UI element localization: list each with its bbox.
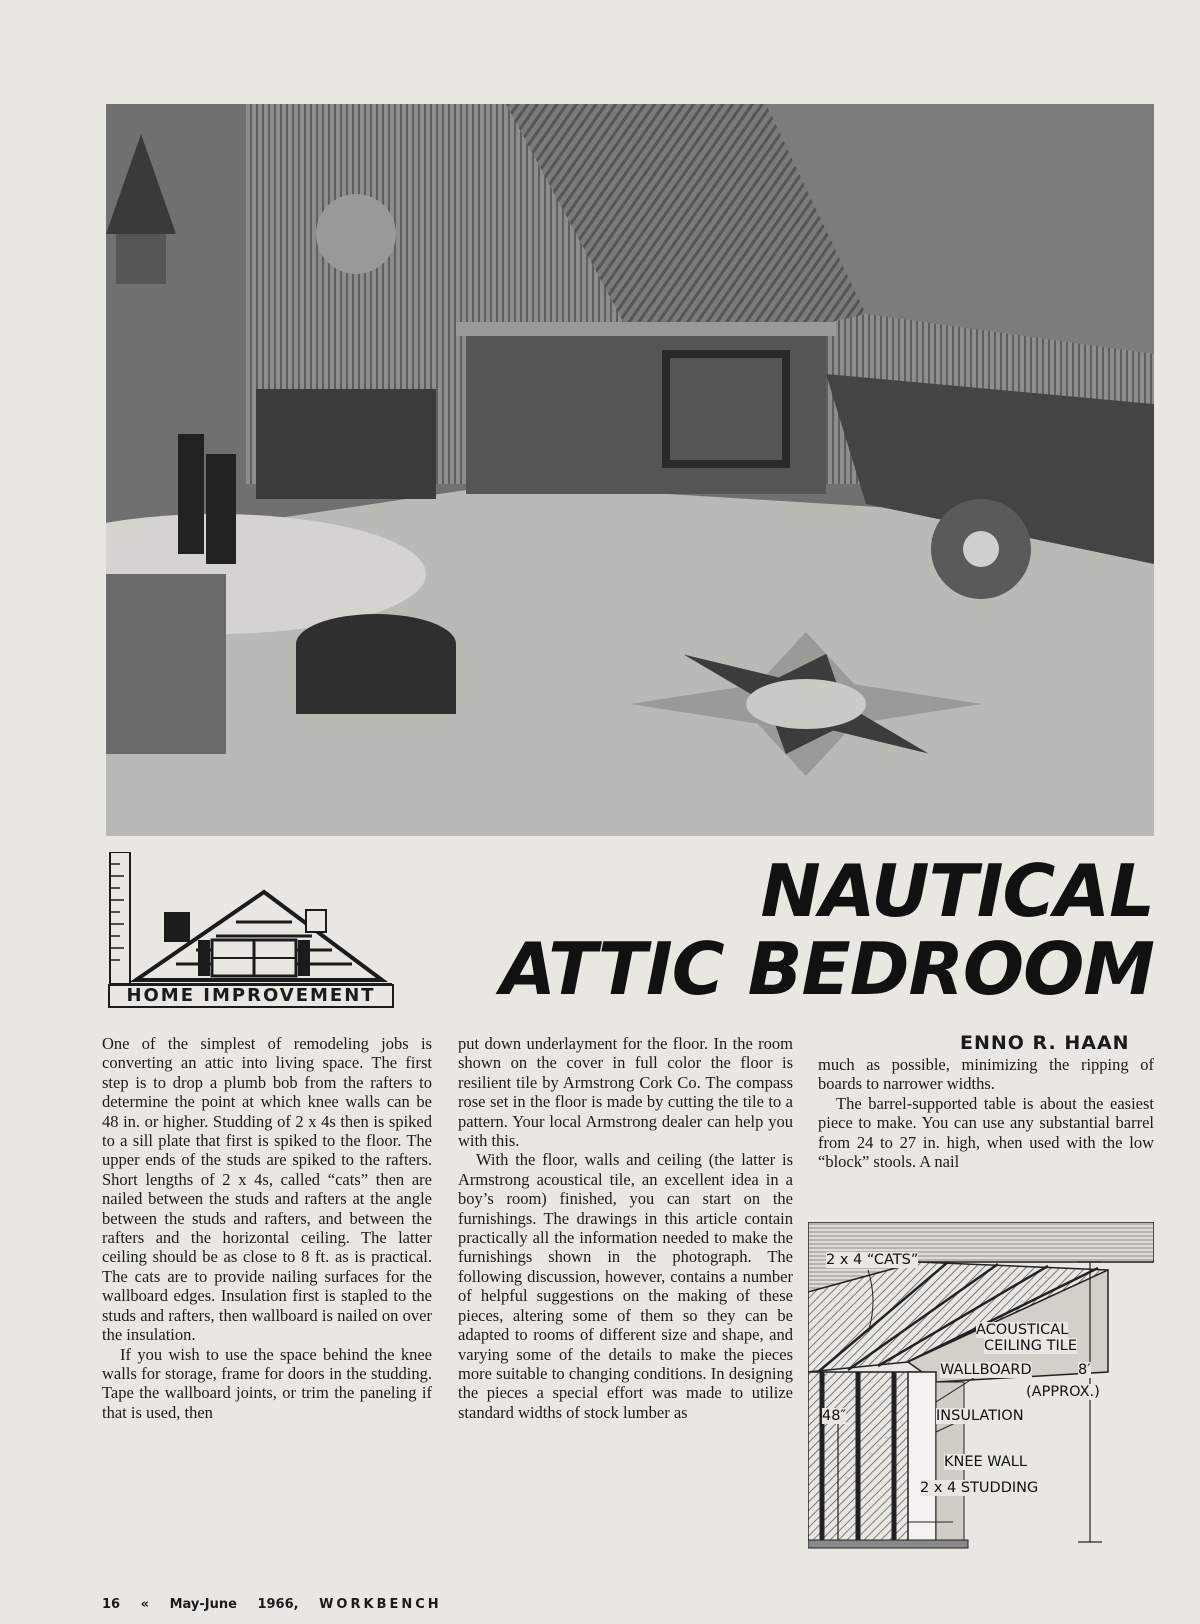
label-ceiling-tile: CEILING TILE [984,1338,1077,1354]
paragraph: much as possible, minimizing the ripping of boards to narrower widths. [818,1055,1154,1094]
footer-separator: « [140,1597,150,1612]
body-column-1 [102,1034,432,1422]
page-number: 16 [102,1597,121,1612]
label-studding: 2 x 4 STUDDING [920,1480,1039,1496]
publication-name: WORKBENCH [319,1597,442,1612]
article-title [500,849,1154,1011]
label-wallboard: WALLBOARD [940,1362,1032,1378]
title-line-2: ATTIC BEDROOM [500,927,1154,1011]
paragraph: The barrel-supported table is about the easiest piece to make. You can use any substantial barrel from 24 to 27 in. high, when used with the low “block” stools. A nail [818,1093,1154,1172]
body-column-3 [818,1055,1154,1171]
label-acoustical: ACOUSTICAL [976,1322,1069,1338]
paragraph: One of the simplest of remodeling jobs is converting an attic into living space. The first step is to drop a plumb bob from the rafters to determine the point at which knee walls can be 48 in. or higher. Studding of 2 x 4s then is spiked to a sill plate that first is spiked to the floor. The upper ends of the studs are spiked to the rafters. Short lengths of 2 x 4s, called “cats” then are nailed between the studs and rafters at the angle between the studs and rafters, and between the rafters and the horizontal ceiling. The latter ceiling should be as close to 8 ft. as is practical. The cats are to provide nailing surfaces for the wallboard edges. Insulation first is stapled to the studs and rafters, then wallboard is nailed on over the insulation. [102,1034,432,1345]
logo-caption: HOME IMPROVEMENT [108,984,394,1008]
label-eight-ft: 8′ [1078,1362,1091,1378]
issue-year: 1966, [257,1597,299,1612]
label-approx: (APPROX.) [1026,1384,1100,1400]
label-cats: 2 x 4 “CATS” [826,1252,919,1268]
author-byline: ENNO R. HAAN [960,1032,1130,1054]
framing-diagram [808,1222,1154,1562]
label-insulation: INSULATION [936,1408,1024,1424]
label-knee-wall: KNEE WALL [944,1454,1027,1470]
paragraph: put down underlayment for the floor. In the room shown on the cover in full color the floor is resilient tile by Armstrong Cork Co. The compass rose set in the floor is made by cutting the tile to a pattern. Your local Armstrong dealer can help you with this. [458,1034,793,1151]
title-line-1: NAUTICAL [760,849,1154,933]
paragraph: If you wish to use the space behind the knee walls for storage, frame for doors in the studding. Tape the wallboard joints, or trim the paneling if that is used, then [102,1344,432,1422]
body-column-2 [458,1034,793,1422]
page-footer [102,1597,458,1612]
label-forty-eight: 48″ [822,1408,846,1424]
paragraph: With the floor, walls and ceiling (the latter is Armstrong acoustical tile, an excellent idea in a boy’s room) finished, you can start on the furnishings. The drawings in this article contain practically all the information needed to make the furnishings shown in the photograph. The following discussion, however, contains a number of helpful suggestions on the making of these pieces, altering some of them so they can be adapted to rooms of different size and shape, and varying some of the details to make the pieces more suitable to changing conditions. In designing the pieces a special effort was made to utilize standard widths of stock lumber as [458,1150,793,1422]
attic-bedroom-photo [106,104,1154,836]
issue-month: May-June [169,1597,237,1612]
